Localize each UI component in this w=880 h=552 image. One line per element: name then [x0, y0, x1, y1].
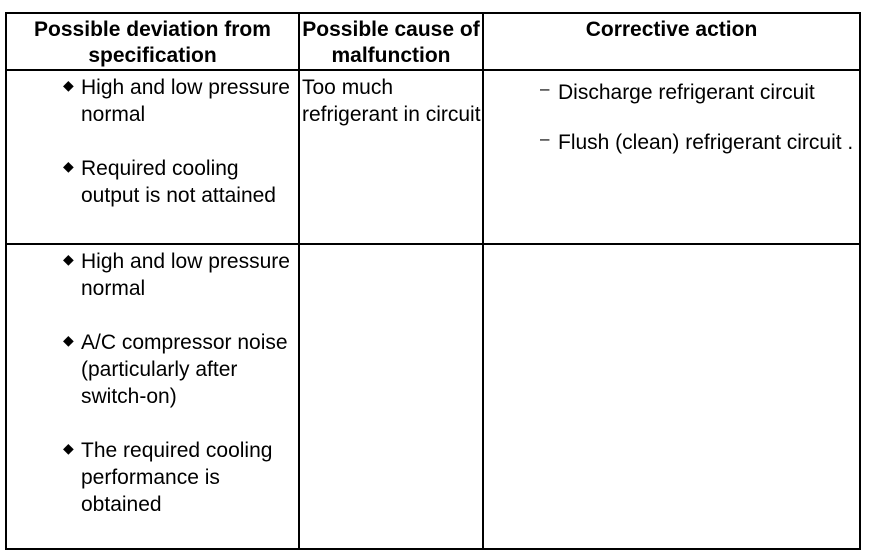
deviation-text: The required cooling performance is obtained: [81, 439, 273, 516]
action-cell: [483, 244, 860, 549]
list-item: [540, 79, 859, 106]
header-deviation: Possible deviation from specification: [6, 13, 299, 70]
diamond-bullet-icon: ◆: [63, 77, 74, 93]
header-cause: Possible cause of malfunction: [299, 13, 483, 70]
diamond-bullet-icon: ◆: [63, 251, 74, 267]
deviation-text: Required cooling output is not attained: [81, 157, 276, 207]
troubleshooting-table: [5, 12, 861, 550]
list-item: [63, 74, 298, 128]
diamond-bullet-icon: ◆: [63, 440, 74, 456]
cause-text: Too much refrigerant in circuit: [302, 76, 481, 126]
deviation-text: High and low pressure normal: [81, 76, 290, 126]
deviation-text: High and low pressure normal: [81, 250, 290, 300]
cause-text: [300, 245, 482, 248]
list-item: [540, 129, 859, 156]
cause-cell: [299, 70, 483, 244]
dash-bullet-icon: –: [540, 129, 550, 148]
header-action: Corrective action: [483, 13, 860, 70]
dash-bullet-icon: –: [540, 79, 550, 98]
list-item: [63, 329, 298, 410]
table-row: [6, 70, 860, 244]
deviation-text: A/C compressor noise (particularly after switch-on): [81, 331, 288, 408]
diamond-bullet-icon: ◆: [63, 332, 74, 348]
list-item: [63, 155, 298, 209]
action-text: Discharge refrigerant circuit: [558, 81, 815, 104]
action-text: Flush (clean) refrigerant circuit .: [558, 131, 854, 154]
deviation-cell: [6, 70, 299, 244]
deviation-cell: [6, 244, 299, 549]
cause-cell: [299, 244, 483, 549]
document-page: [5, 12, 859, 543]
action-cell: [483, 70, 860, 244]
list-item: [63, 437, 298, 518]
table-header-row: [6, 13, 860, 70]
table-row: [6, 244, 860, 549]
list-item: [63, 248, 298, 302]
diamond-bullet-icon: ◆: [63, 158, 74, 174]
